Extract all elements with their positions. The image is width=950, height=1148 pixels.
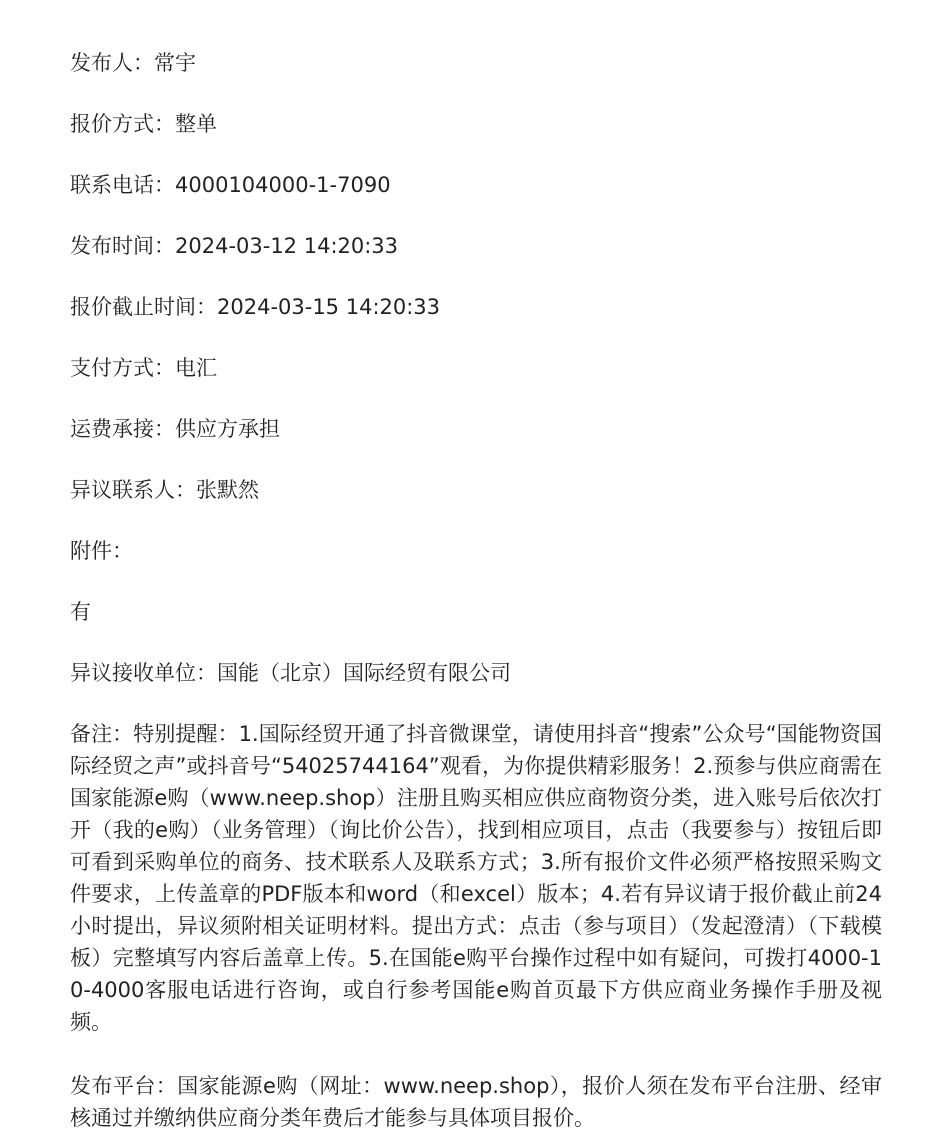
publish-time-value: 2024-03-12 14:20:33 (175, 234, 399, 258)
objection-receiver-field (70, 658, 511, 688)
contact-phone-field (70, 170, 391, 200)
remarks-paragraph: 备注：特别提醒：1.国际经贸开通了抖音微课堂，请使用抖音“搜索”公众号“国能物资国际经贸之声”或抖音号“54025744164”观看，为你提供精彩服务！2.预参与供应商需在国家能源e购（www.neep.shop）注册且购买相应供应商物资分类，进入账号后依次打开（我的e购）（业务管理）（询比价公告），找到相应项目，点击（我要参与）按钮后即可看到采购单位的商务、技术联系人及联系方式；3.所有报价文件必须严格按照采购文件要求，上传盖章的PDF版本和word（和excel）版本；4.若有异议请于报价截止前24小时提出，异议须附相关证明材料。提出方式：点击（参与项目）（发起澄清）（下载模板）完整填写内容后盖章上传。5.在国能e购平台操作过程中如有疑问，可拨打4000-10-4000客服电话进行咨询，或自行参考国能e购首页最下方供应商业务操作手册及视频。 (70, 722, 882, 1034)
quote-method-field (70, 109, 217, 139)
objection-receiver-label: 异议接收单位： (70, 661, 217, 685)
attachment-field (70, 536, 133, 566)
publisher-field (70, 48, 196, 78)
quote-method-label: 报价方式： (70, 112, 175, 136)
freight-value: 供应方承担 (175, 417, 280, 441)
objection-receiver-value: 国能（北京）国际经贸有限公司 (217, 661, 511, 685)
payment-method-label: 支付方式： (70, 356, 175, 380)
objection-contact-field (70, 475, 259, 505)
attachment-label: 附件： (70, 539, 133, 563)
publish-time-field (70, 231, 398, 261)
quote-deadline-label: 报价截止时间： (70, 295, 217, 319)
freight-field (70, 414, 280, 444)
quote-deadline-value: 2024-03-15 14:20:33 (217, 295, 441, 319)
attachment-status (70, 597, 91, 627)
publish-time-label: 发布时间： (70, 234, 175, 258)
publisher-value: 常宇 (154, 51, 196, 75)
contact-phone-value: 4000104000-1-7090 (175, 173, 391, 197)
objection-contact-value: 张默然 (196, 478, 259, 502)
objection-contact-label: 异议联系人： (70, 478, 196, 502)
payment-method-field (70, 353, 217, 383)
publisher-label: 发布人： (70, 51, 154, 75)
quote-method-value: 整单 (175, 112, 217, 136)
platform-paragraph: 发布平台：国家能源e购（网址：www.neep.shop），报价人须在发布平台注册、经审核通过并缴纳供应商分类年费后才能参与具体项目报价。 (70, 1074, 882, 1130)
payment-method-value: 电汇 (175, 356, 217, 380)
freight-label: 运费承接： (70, 417, 175, 441)
attachment-status-value: 有 (70, 600, 91, 624)
quote-deadline-field (70, 292, 440, 322)
contact-phone-label: 联系电话： (70, 173, 175, 197)
